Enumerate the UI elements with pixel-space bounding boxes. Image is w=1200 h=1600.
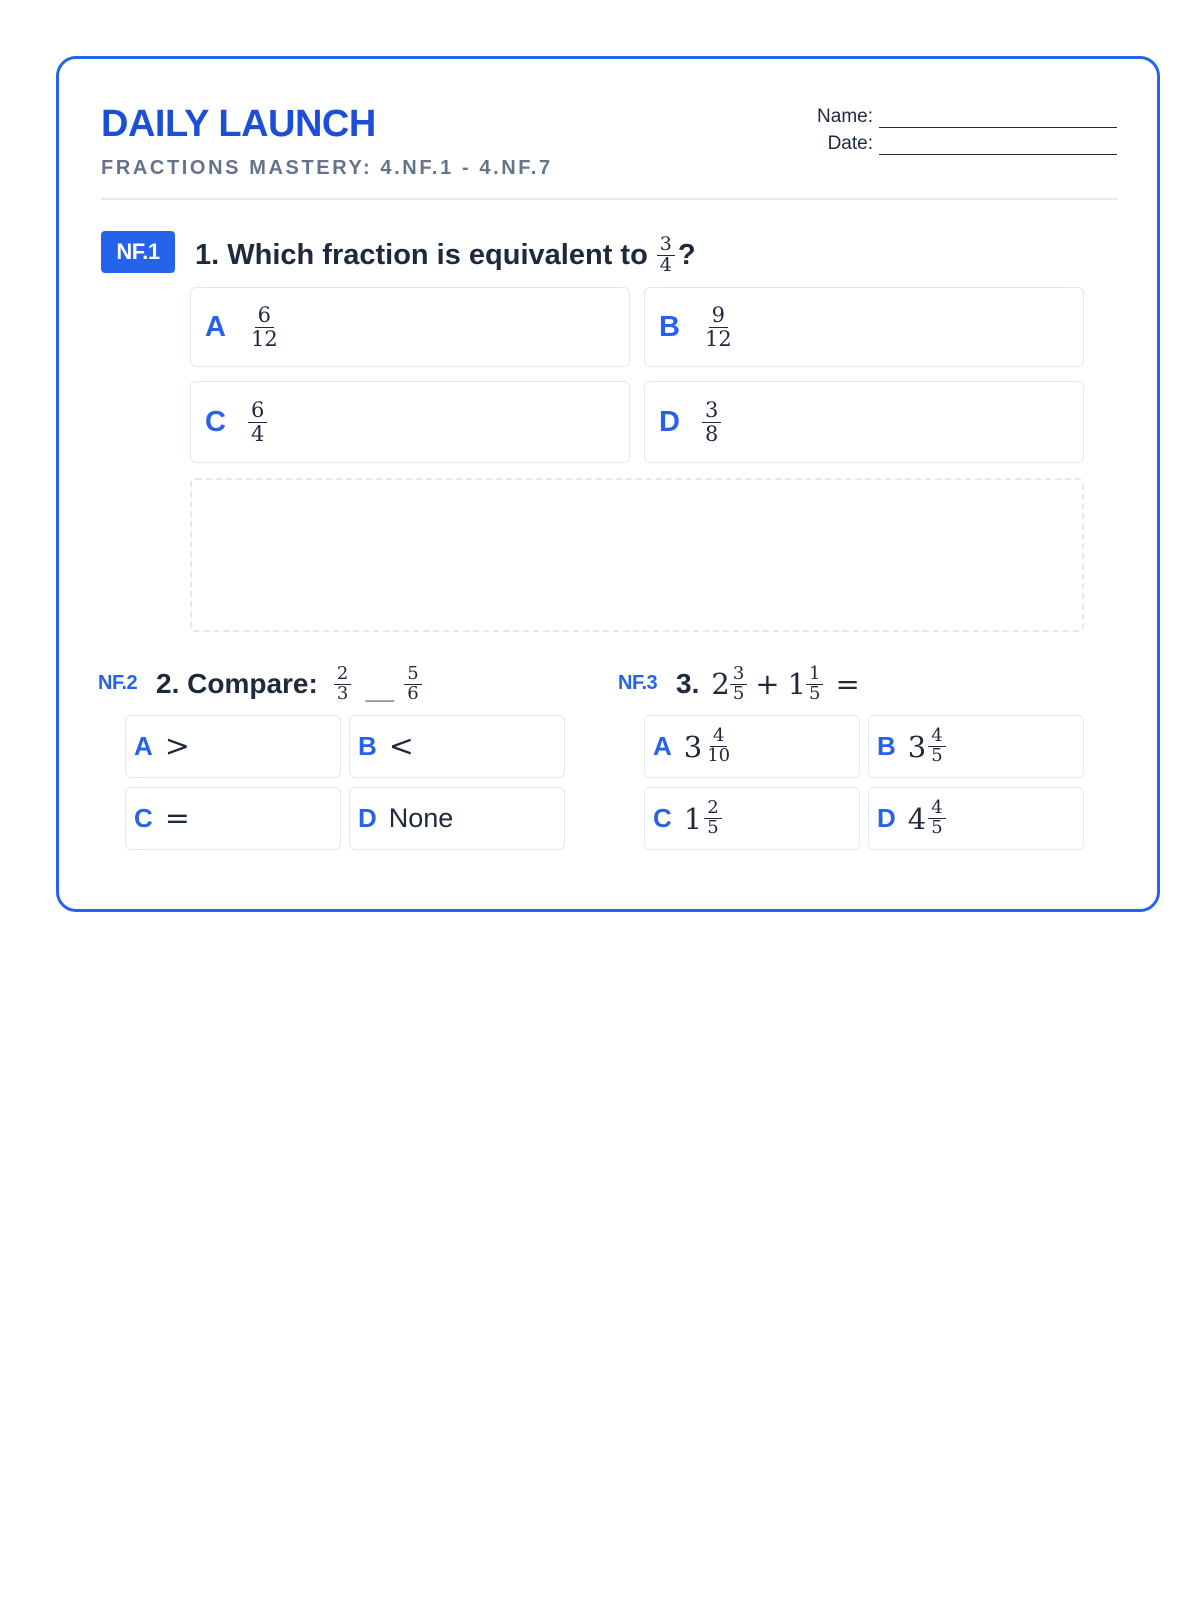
q1-option-d[interactable] (644, 381, 1084, 463)
fraction-denominator: 3 (336, 682, 349, 704)
fraction-denominator: 4 (659, 253, 672, 276)
term-2-whole: 1 (787, 667, 807, 701)
option-letter: B (659, 310, 680, 343)
option-whole: 4 (907, 801, 927, 836)
fraction-numerator: 2 (704, 799, 721, 819)
fraction-denominator: 10 (707, 745, 731, 766)
fraction-denominator: 12 (704, 326, 732, 351)
option-letter: A (205, 310, 226, 343)
fraction-denominator: 5 (809, 682, 821, 704)
q1-option-b[interactable] (644, 287, 1084, 367)
equals-sign: = (835, 667, 860, 701)
fraction-numerator: 6 (248, 399, 267, 422)
page-title: DAILY LAUNCH (101, 103, 376, 145)
standard-tag-nf3: NF.3 (618, 672, 658, 694)
date-field[interactable] (879, 134, 1117, 155)
q2-option-b[interactable] (349, 715, 565, 778)
worksheet-card (56, 56, 1160, 912)
question-2-right-fraction (404, 662, 421, 704)
option-whole: 3 (683, 729, 703, 764)
question-2-prompt (156, 660, 422, 708)
fraction-denominator: 5 (931, 745, 943, 766)
q2-option-a[interactable] (125, 715, 341, 778)
fraction-numerator: 2 (334, 665, 351, 685)
name-date-block (817, 101, 1117, 155)
option-fraction (702, 304, 735, 349)
term-2-fraction (806, 662, 823, 704)
page-subtitle: FRACTIONS MASTERY: 4.NF.1 - 4.NF.7 (101, 157, 553, 179)
work-space-area[interactable] (190, 478, 1084, 632)
q3-option-d[interactable] (868, 787, 1084, 850)
option-letter: D (358, 803, 377, 833)
question-1-prompt (195, 231, 696, 279)
q3-option-c[interactable] (644, 787, 860, 850)
option-letter: D (877, 803, 896, 833)
header-divider (101, 198, 1117, 200)
option-text: None (388, 803, 454, 833)
question-1-text: 1. Which fraction is equivalent to (195, 238, 648, 271)
option-fraction (704, 727, 733, 766)
fraction-numerator: 4 (928, 727, 945, 747)
option-fraction (928, 799, 945, 838)
date-row (817, 128, 1117, 155)
option-letter: A (653, 731, 672, 761)
option-symbol: > (164, 729, 190, 764)
option-letter: D (659, 405, 680, 438)
fraction-numerator: 3 (702, 399, 721, 422)
option-fraction (704, 799, 721, 838)
question-3-number: 3. (676, 668, 700, 699)
term-1-fraction (730, 662, 747, 704)
term-1-whole: 2 (711, 667, 730, 701)
fraction-numerator: 3 (657, 235, 675, 256)
fraction-numerator: 3 (730, 665, 747, 685)
fraction-denominator: 12 (250, 326, 278, 351)
fraction-denominator: 5 (707, 817, 719, 838)
q3-option-a[interactable] (644, 715, 860, 778)
standard-tag-nf2: NF.2 (98, 672, 138, 694)
option-fraction (928, 727, 945, 766)
comparison-blank: ___ (365, 676, 393, 702)
fraction-denominator: 4 (250, 421, 265, 446)
option-symbol: = (164, 801, 190, 836)
question-2-left-fraction (334, 662, 351, 704)
fraction-numerator: 6 (255, 304, 274, 327)
name-label: Name: (817, 106, 873, 127)
plus-operator: + (755, 667, 780, 701)
question-2-text: 2. Compare: (156, 668, 318, 699)
name-row (817, 101, 1117, 128)
option-fraction (248, 399, 267, 444)
fraction-denominator: 6 (407, 682, 419, 704)
option-letter: B (877, 731, 896, 761)
fraction-numerator: 1 (806, 665, 823, 685)
question-1-mark: ? (677, 238, 696, 271)
option-whole: 3 (907, 729, 927, 764)
date-label: Date: (827, 133, 873, 154)
option-whole: 1 (683, 801, 703, 836)
q2-option-d[interactable] (349, 787, 565, 850)
q1-option-a[interactable] (190, 287, 630, 367)
option-letter: C (134, 803, 153, 833)
fraction-denominator: 5 (732, 682, 745, 704)
option-letter: C (653, 803, 672, 833)
standard-tag-nf1: NF.1 (101, 231, 175, 273)
q3-option-b[interactable] (868, 715, 1084, 778)
fraction-numerator: 4 (928, 799, 945, 819)
fraction-numerator: 4 (710, 727, 727, 747)
fraction-denominator: 5 (931, 817, 943, 838)
option-symbol: < (388, 729, 414, 764)
fraction-numerator: 5 (404, 665, 421, 685)
fraction-denominator: 8 (704, 421, 719, 446)
option-letter: B (358, 731, 377, 761)
question-3-prompt (676, 660, 860, 708)
option-fraction (702, 399, 721, 444)
option-letter: A (134, 731, 153, 761)
name-field[interactable] (879, 107, 1117, 128)
option-fraction (248, 304, 281, 349)
q1-option-c[interactable] (190, 381, 630, 463)
question-1-fraction (657, 232, 675, 276)
q2-option-c[interactable] (125, 787, 341, 850)
fraction-numerator: 9 (709, 304, 728, 327)
option-letter: C (205, 405, 226, 438)
